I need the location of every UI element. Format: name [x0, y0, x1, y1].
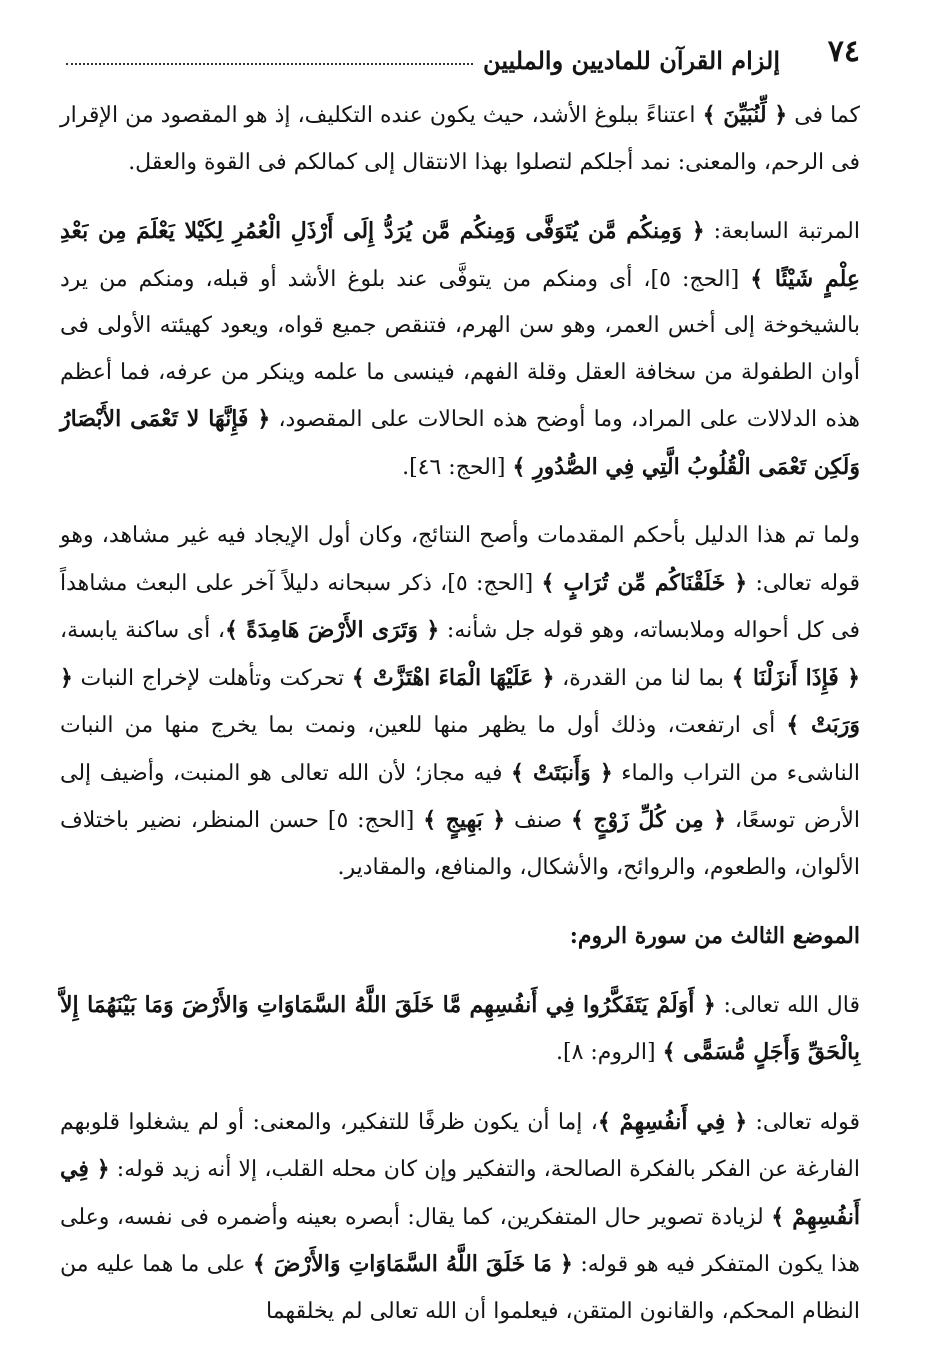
- text-run: ولما تم هذا الدليل بأحكم المقدمات وأصح النتائج، وكان أول الإيجاد فيه غير مشاهد، وهو قوله تعالى:: [60, 523, 860, 596]
- paragraph-spacer: [60, 960, 860, 982]
- page-header: [60, 30, 860, 92]
- text-run: قال الله تعالى:: [715, 992, 860, 1018]
- quran-verse: ﴿ مِن كُلِّ زَوْجٍ ﴾: [571, 807, 727, 833]
- text-run: ، أى ساكنة يابسة،: [60, 618, 225, 643]
- page-body: [60, 92, 860, 1335]
- quran-verse: ﴿ فَإِنَّهَا لا تَعْمَى الأَبْصَارُ وَلَكِن تَعْمَى الْقُلُوبُ الَّتِي فِي الصُّدُورِ ﴾: [60, 406, 860, 480]
- text-run: كما فى: [787, 103, 861, 128]
- quran-verse: ﴿ وَرَبَتْ ﴾: [60, 664, 860, 738]
- text-run: [الحج: ٥]، أى ومنكم من يتوفَّى عند بلوغ الأشد أو قبله، ومنكم من يرد بالشيخوخة إلى أخس العمر، وهو سن الهرم، فتنقص جميع قواه، ويعود كهيئته الأولى فى أوان الطفولة من سخافة العقل وقلة الفهم، فينسى ما علمه وينكر من عرفه، فما أعظم هذه الدلالات على المراد، وما أوضح هذه الحالات على المقصود،: [60, 266, 860, 432]
- text-run: فيه مجاز؛ لأن الله تعالى هو المنبت، وأضيف إلى الأرض توسعًا،: [60, 760, 860, 833]
- running-title-text: إلزام القرآن للماديين والمليين: [483, 46, 780, 75]
- page-number: ٧٤: [827, 34, 860, 69]
- quran-verse: ﴿ وَتَرَى الأَرْضَ هَامِدَةً ﴾: [224, 617, 440, 643]
- quran-verse: ﴿ مَا خَلَقَ اللَّهُ السَّمَاوَاتِ وَالأَرْضَ ﴾: [252, 1251, 573, 1277]
- paragraph-spacer: [60, 1077, 860, 1099]
- text-run: [الحج: ٥] حسن المنظر، نضير باختلاف الألوان، والطعوم، والروائح، والأشكال، والمنافع، والمقادير.: [60, 808, 860, 880]
- quran-verse: ﴿ وَأَنبَتَتْ ﴾: [510, 759, 613, 786]
- quran-verse: ﴿ عَلَيْهَا الْمَاءَ اهْتَزَّتْ ﴾: [351, 664, 555, 691]
- text-run: اعتناءً ببلوغ الأشد، حيث يكون عنده التكليف، إذ هو المقصود من الإقرار فى الرحم، والمعنى: نمد أجلكم لتصلوا بهذا الانتقال إلى كمالكم فى القوة والعقل.: [60, 103, 860, 175]
- paragraph: [60, 92, 860, 186]
- paragraph: [60, 208, 860, 491]
- text-run: المرتبة السابعة:: [704, 219, 860, 244]
- text-run: أى ارتفعت، وذلك أول ما يظهر منها للعين، ونمت بما يخرج منها من النبات الناشىء من التراب والماء: [60, 713, 861, 786]
- text-run: على ما هما عليه من النظام المحكم، والقانون المتقن، فيعلموا أن الله تعالى لم يخلقهما: [60, 1252, 860, 1324]
- paragraph: [60, 982, 860, 1077]
- section-heading: الموضع الثالث من سورة الروم:: [569, 923, 860, 949]
- paragraph: [60, 513, 860, 891]
- quran-verse: ﴿ فِي أَنفُسِهِمْ ﴾: [597, 1108, 748, 1135]
- text-run: [الروم: ٨].: [555, 1040, 663, 1065]
- text-run: قوله تعالى:: [747, 1109, 861, 1135]
- quran-verse: ﴿ خَلَقْنَاكُم مِّن تُرَابٍ ﴾: [541, 569, 748, 596]
- text-run: لزيادة تصوير حال المتفكرين، كما يقال: أبصره بعينه وأضمره فى نفسه، وعلى هذا يكون المتفكر فيه هو قوله:: [60, 1204, 860, 1277]
- text-run: [الحج: ٥]، ذكر سبحانه دليلاً آخر على البعث مشاهداً فى كل أحواله وملابساته، وهو قوله جل شأنه:: [60, 570, 860, 643]
- text-run: ، إما أن يكون ظرفًا للتفكير، والمعنى: أو لم يشغلوا قلوبهم الفارغة عن الفكر بالفكرة الصالحة، والتفكير وإن كان محله القلب، إلا أنه زيد قوله:: [60, 1109, 860, 1182]
- text-run: بما لنا من القدرة،: [554, 665, 732, 691]
- book-page: [60, 30, 860, 1350]
- text-run: [الحج: ٤٦].: [402, 454, 513, 480]
- quran-verse: ﴿ وَمِنكُم مَّن يُتَوَفَّى وَمِنكُم مَّن يُرَدُّ إِلَى أَرْذَلِ الْعُمُرِ لِكَيْلا يَعْلَمَ مِن بَعْدِ عِلْمٍ شَيْئًا ﴾: [60, 218, 860, 292]
- text-run: تحركت وتأهلت لإخراج النبات: [72, 665, 352, 691]
- quran-verse: ﴿ بَهِيجٍ ﴾: [423, 807, 506, 833]
- title-dotted-leader: [66, 62, 473, 65]
- quran-verse: ﴿ فَإِذَا أَنزَلْنَا ﴾: [731, 664, 860, 691]
- quran-verse: ﴿ لِّنُبَيِّنَ ﴾: [702, 102, 788, 128]
- quran-verse: ﴿ فِي أَنفُسِهِمْ ﴾: [60, 1156, 860, 1230]
- paragraph-spacer: [60, 186, 860, 208]
- running-title: [60, 46, 780, 75]
- paragraph-spacer: [60, 491, 860, 513]
- text-run: صنف: [505, 808, 572, 833]
- paragraph: [60, 1099, 860, 1336]
- quran-verse: ﴿ أَوَلَمْ يَتَفَكَّرُوا فِي أَنفُسِهِم مَّا خَلَقَ اللَّهُ السَّمَاوَاتِ وَالأَرْضَ وَمَا بَيْنَهُمَا إِلاَّ بِالْحَقِّ وَأَجَلٍ مُّسَمًّى ﴾: [60, 991, 860, 1065]
- paragraph-spacer: [60, 891, 860, 913]
